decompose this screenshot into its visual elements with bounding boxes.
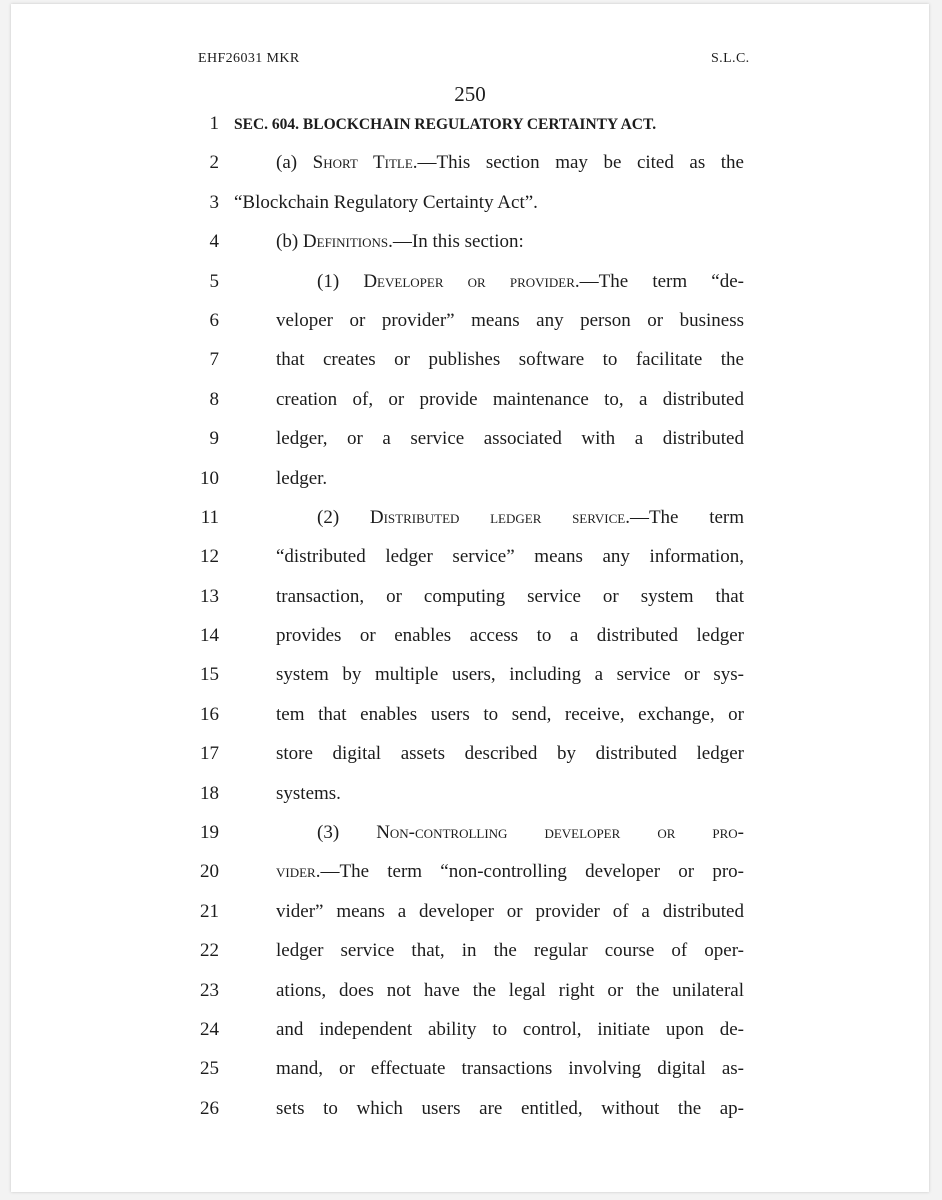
line-text: [317, 507, 744, 529]
line-number: 23: [200, 979, 219, 1001]
heading-continuation: .—This section may be cited as the: [412, 152, 744, 174]
line-number: 4: [209, 231, 219, 253]
text-line: [11, 304, 929, 343]
paragraph-designator: (a): [276, 152, 313, 174]
line-text: sets to which users are entitled, without the ap-: [276, 1097, 744, 1119]
line-text: creation of, or provide maintenance to, a distributed: [276, 388, 744, 410]
line-number: 20: [200, 861, 219, 883]
line-text: ledger.: [276, 467, 328, 489]
text-line: [11, 186, 929, 225]
text-line: [11, 343, 929, 382]
heading-continuation: .—The term “de-: [574, 270, 744, 292]
line-number: 17: [200, 743, 219, 765]
small-caps-heading: vider: [276, 861, 316, 883]
line-text: mand, or effectuate transactions involving digital as-: [276, 1058, 744, 1080]
text-line: [11, 855, 929, 894]
line-text: ledger, or a service associated with a distributed: [276, 428, 744, 450]
line-text: transaction, or computing service or system that: [276, 585, 744, 607]
line-number: 26: [200, 1097, 219, 1119]
small-caps-heading: Short Title: [312, 152, 413, 174]
text-line: [11, 107, 929, 146]
small-caps-heading: Non-controlling developer or pro-: [376, 822, 744, 844]
line-number: 18: [200, 782, 219, 804]
line-text: “Blockchain Regulatory Certainty Act”.: [234, 191, 538, 213]
page-number: 250: [454, 82, 486, 106]
line-number: 5: [209, 270, 219, 292]
line-number: 13: [200, 585, 219, 607]
document-id-header: EHF26031 MKR: [198, 51, 300, 66]
line-number: 8: [209, 388, 219, 410]
text-line: [11, 816, 929, 855]
text-line: [11, 934, 929, 973]
line-text: ledger service that, in the regular course of oper-: [276, 940, 744, 962]
small-caps-heading: Definitions: [302, 231, 389, 253]
text-line: [11, 265, 929, 304]
line-number: 6: [209, 309, 219, 331]
line-number: 12: [200, 546, 219, 568]
text-line: [11, 698, 929, 737]
text-line: [11, 658, 929, 697]
text-line: [11, 146, 929, 185]
line-text: store digital assets described by distributed ledger: [276, 743, 744, 765]
line-number: 14: [200, 625, 219, 647]
line-text: provides or enables access to a distributed ledger: [276, 625, 744, 647]
line-number: 9: [209, 428, 219, 450]
text-line: [11, 1013, 929, 1052]
text-line: [11, 895, 929, 934]
text-line: [11, 777, 929, 816]
text-line: [11, 1092, 929, 1131]
line-text: [276, 152, 744, 174]
line-text: systems.: [276, 782, 341, 804]
text-line: [11, 737, 929, 776]
line-number: 22: [200, 940, 219, 962]
line-text: “distributed ledger service” means any information,: [276, 546, 744, 568]
line-text: veloper or provider” means any person or business: [276, 309, 744, 331]
heading-continuation: .—In this section:: [388, 231, 524, 253]
small-caps-heading: Developer or provider: [363, 270, 575, 292]
line-number: 24: [200, 1018, 219, 1040]
line-number: 11: [200, 506, 219, 528]
line-number: 19: [200, 822, 219, 844]
line-number: 21: [200, 900, 219, 922]
paragraph-designator: (2): [317, 506, 370, 528]
heading-continuation: .—The term: [625, 506, 744, 528]
paragraph-designator: (1): [317, 270, 364, 292]
text-line: [11, 1052, 929, 1091]
line-text: system by multiple users, including a service or sys-: [276, 664, 744, 686]
line-number: 1: [209, 113, 219, 134]
line-number: 16: [200, 703, 219, 725]
document-page: [11, 4, 929, 1192]
line-number: 7: [209, 349, 219, 371]
line-text: vider” means a developer or provider of a distributed: [276, 900, 744, 922]
text-line: [11, 383, 929, 422]
bill-text-body: [11, 107, 929, 1131]
line-text: [276, 231, 744, 253]
line-text: SEC. 604. BLOCKCHAIN REGULATORY CERTAINTY ACT.: [234, 116, 657, 133]
text-line: [11, 225, 929, 264]
line-text: that creates or publishes software to facilitate the: [276, 349, 744, 371]
text-line: [11, 462, 929, 501]
paragraph-designator: (3): [317, 822, 377, 844]
text-line: [11, 580, 929, 619]
line-number: 2: [209, 152, 219, 174]
text-line: [11, 422, 929, 461]
slc-header: S.L.C.: [711, 51, 750, 66]
line-number: 10: [200, 467, 219, 489]
line-text: ations, does not have the legal right or the unilateral: [276, 979, 744, 1001]
line-number: 15: [200, 664, 219, 686]
text-line: [11, 540, 929, 579]
line-text: and independent ability to control, initiate upon de-: [276, 1018, 744, 1040]
line-text: [317, 822, 744, 844]
text-line: [11, 501, 929, 540]
line-text: [317, 271, 744, 293]
line-number: 3: [209, 191, 219, 213]
text-line: [11, 974, 929, 1013]
text-line: [11, 619, 929, 658]
small-caps-heading: Distributed ledger service: [369, 506, 626, 528]
line-text: tem that enables users to send, receive, exchange, or: [276, 703, 744, 725]
heading-continuation: .—The term “non-controlling developer or pro-: [315, 861, 744, 883]
line-number: 25: [200, 1058, 219, 1080]
line-text: [276, 861, 744, 883]
paragraph-designator: (b): [276, 231, 303, 253]
